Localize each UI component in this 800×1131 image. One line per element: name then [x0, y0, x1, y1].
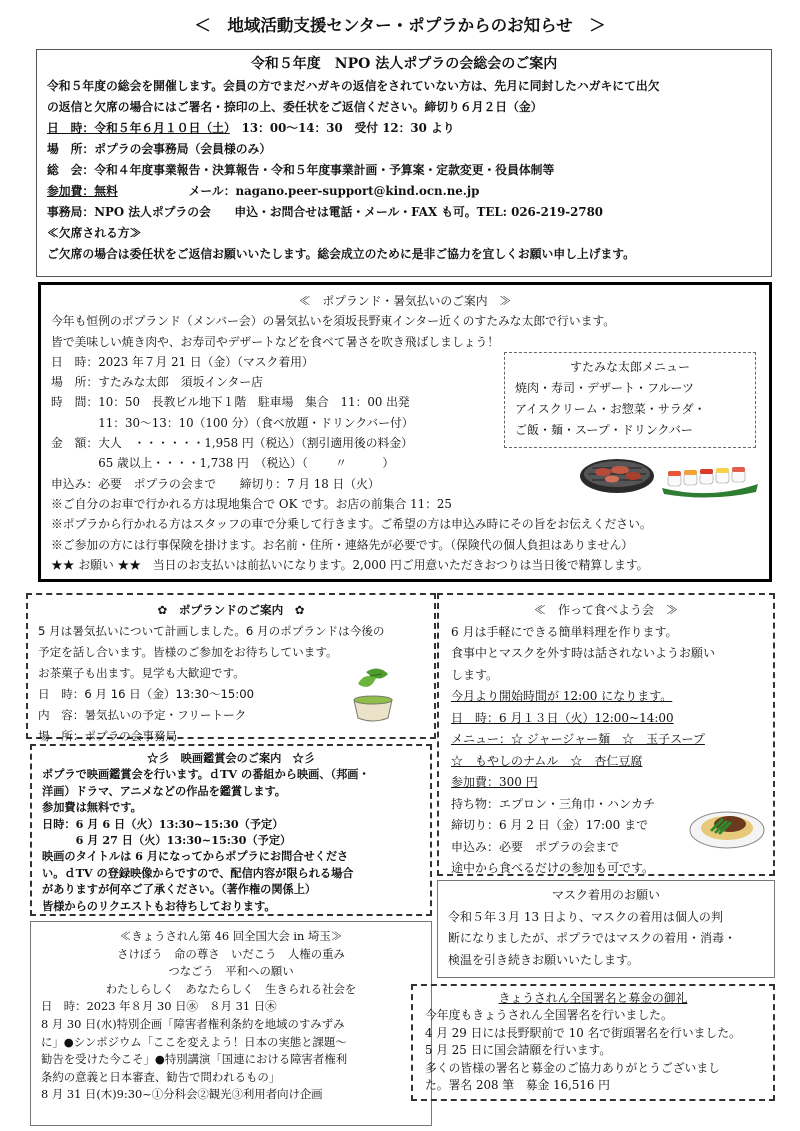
convention-line: 8 月 31 日(木)9:30~①分科会②観光③利用者向け企画	[41, 1087, 323, 1102]
menu-title: すたみな太郎メニュー	[569, 360, 690, 374]
convention-line: に」●シンポジウム「ここを変えよう！日本の実態と課題～	[41, 1034, 347, 1049]
summer-party-title: ≪ ポプランド・暑気払いのご案内 ≫	[298, 294, 512, 308]
summer-party-line: ★★ お願い ★★ 当日のお支払いは前払いになります。2,000 円ご用意いただきおつりは当日後で精算します。	[51, 557, 649, 572]
cooking-line: 締切り：6 月 2 日（金）17:00 まで	[451, 818, 649, 832]
movie-line: 6 月 27 日（火）13:30~15:30（予定）	[42, 833, 292, 848]
signature-line: 今年度もきょうされん全国署名を行いました。	[425, 1008, 673, 1023]
convention-line: 日 時：2023 年８月 30 日㊌ ８月 31 日㊍	[41, 999, 277, 1014]
summer-party-line: 11：30～13：10（100 分）（食べ放題・ドリンクバー付）	[51, 415, 414, 430]
signature-line: 5 月 25 日に国会請願を行います。	[425, 1043, 612, 1058]
summer-party-line: 場 所：すたみな太郎 須坂インター店	[51, 375, 263, 390]
cooking-line: 食事中とマスクを外す時は話されないようお願い	[451, 646, 716, 660]
grilled-meat-icon	[578, 452, 656, 496]
movie-line: がありますが何卒ご了承ください。（著作権の関係上）	[42, 882, 317, 897]
cooking-line: 日 時：6 月１３日（火）12:00~14:00	[451, 710, 674, 725]
summer-party-line: 65 歳以上・・・・1,738 円 （税込）（ 〃 ）	[51, 456, 395, 471]
page-title: ＜ 地域活動支援センター・ポプラからのお知らせ ＞	[194, 16, 606, 35]
movie-title: ☆彡 映画鑑賞会のご案内 ☆彡	[147, 751, 315, 765]
general-meeting-place: 場 所：ポプラの会事務局（会員様のみ）	[47, 142, 272, 156]
sushi-icon	[660, 458, 760, 500]
movie-line: い。ｄTV の登録映像からですので、配信内容が限られる場合	[42, 865, 354, 880]
convention-title: ≪きょうされん第 46 回全国大会 in 埼玉≫	[119, 929, 343, 943]
menu-line: 焼肉・寿司・デザート・フルーツ	[515, 381, 695, 395]
signature-line: 4 月 29 日には長野駅前で 10 名で街頭署名を行いました。	[425, 1025, 741, 1040]
general-meeting-intro-1: 令和５年度の総会を開催します。会員の方でまだハガキの返信をされていない方は、先月に同封したハガキにて出欠	[47, 79, 660, 93]
mask-title: マスク着用のお願い	[551, 888, 660, 902]
summer-party-line: 皆で美味しい焼き肉や、お寿司やデザートなどを食べて暑さを吹き飛ばしましょう！	[51, 334, 500, 349]
general-meeting-fee: 参加費：無料	[47, 184, 118, 198]
signature-thanks-notice	[411, 984, 775, 1101]
convention-slogan: つなごう 平和への願い	[168, 964, 294, 979]
movie-line: 参加費は無料です。	[42, 800, 142, 815]
popland-title: ✿ ポプランドのご案内 ✿	[157, 603, 305, 617]
convention-slogan: わたしらしく あなたらしく 生きられる社会を	[105, 981, 357, 996]
cooking-line: ☆ もやしのナムル ☆ 杏仁豆腐	[451, 753, 643, 768]
summer-party-line: 金 額：大人 ・・・・・・1,958 円（税込）（割引適用後の料金）	[51, 436, 413, 451]
green-tea-icon	[348, 664, 398, 724]
signature-line: た。署名 208 筆 募金 16,516 円	[425, 1078, 610, 1093]
general-meeting-title: 令和５年度 NPO 法人ポプラの会総会のご案内	[250, 56, 558, 72]
general-meeting-absent-heading: ≪欠席される方≫	[47, 226, 142, 240]
general-meeting-time: 13：00～14：30 受付 12：30 より	[229, 121, 455, 135]
cooking-line: メニュー：☆ ジャージャー麺 ☆ 玉子スープ	[451, 732, 705, 746]
general-meeting-notice	[36, 49, 772, 277]
convention-slogan: さけぼう 命の尊さ いだこう 人権の重み	[117, 946, 345, 961]
popland-line: 5 月は暑気払いについて計画しました。6 月のポプランドは今後の	[38, 624, 385, 638]
summer-party-line: ※ご参加の方には行事保険を掛けます。お名前・住所・連絡先が必要です。（保険代の個人負担はありません）	[51, 537, 634, 552]
signature-line: 多くの皆様の署名と募金のご協力ありがとうございまし	[425, 1060, 720, 1075]
mask-line: 検温を引き続きお願いいたします。	[448, 952, 640, 967]
cooking-line: 申込み：必要 ポプラの会まで	[451, 839, 620, 854]
popland-line: 予定を話し合います。皆様のご参加をお待ちしています。	[38, 645, 338, 659]
convention-notice	[30, 921, 432, 1126]
movie-line: 洋画）ドラマ、アニメなどの作品を鑑賞します。	[42, 783, 286, 798]
general-meeting-absent-text: ご欠席の場合は委任状をご返信お願いいたします。総会成立のために是非ご協力を宜しくお願い申し上げます。	[47, 247, 635, 261]
general-meeting-intro-2: の返信と欠席の場合にはご署名・捺印の上、委任状をご返信ください。締切り６月２日（金）	[47, 100, 543, 114]
summer-party-line: ※ご自分のお車で行かれる方は現地集合で OK です。お店の前集合 11：25	[51, 496, 452, 511]
cooking-line: します。	[451, 667, 499, 682]
cooking-line: 6 月は手軽にできる簡単料理を作ります。	[451, 624, 678, 639]
summer-party-line: 日 時：2023 年７月 21 日（金）（マスク着用）	[51, 354, 314, 369]
general-meeting-date: 日 時：令和５年６月１０日（土）	[47, 121, 230, 135]
general-meeting-office: 事務局：NPO 法人ポプラの会 申込・お問合せは電話・メール・FAX も可。TEL: 026-219-2780	[47, 205, 604, 219]
convention-line: 条約の意義と日本審査、勧告で問われるもの」	[41, 1069, 281, 1084]
movie-line: ポプラで映画鑑賞会を行います。ｄTV の番組から映画、（邦画・	[42, 767, 370, 782]
mask-notice	[437, 880, 775, 978]
cooking-line: 持ち物：エプロン・三角巾・ハンカチ	[451, 796, 656, 811]
convention-line: 8 月 30 日(水)特別企画「障害者権利条約を地域のすみずみ	[41, 1016, 345, 1031]
popland-line: 日 時：6 月 16 日（金）13:30～15:00	[38, 687, 254, 701]
signature-title: きょうされん全国署名と募金の御礼	[498, 991, 688, 1005]
movie-line: 映画のタイトルは 6 月になってからポプラにお問合せくださ	[42, 849, 349, 864]
cooking-line: 今月より開始時間が 12:00 になります。	[451, 689, 673, 703]
summer-party-line: 今年も恒例のポプランド（メンバー会）の暑気払いを須坂長野東インター近くのすたみな太郎で行います。	[51, 314, 616, 329]
popland-line: 内 容：暑気払いの予定・フリートーク	[38, 708, 247, 722]
movie-line: 日時：6 月 6 日（火）13:30~15:30（予定）	[42, 816, 284, 831]
menu-line: アイスクリーム・お惣菜・サラダ・	[515, 402, 706, 416]
cooking-line: 参加費：300 円	[451, 775, 538, 789]
restaurant-menu-box	[504, 352, 756, 448]
mask-line: 断になりましたが、ポプラではマスクの着用・消毒・	[448, 931, 737, 945]
jajangmyeon-icon	[688, 800, 766, 852]
cooking-line: 途中から食べるだけの参加も可です。	[451, 861, 655, 875]
mask-line: 令和５年３月 13 日より、マスクの着用は個人の判	[448, 909, 723, 924]
summer-party-line: 申込み：必要 ポプラの会まで 締切り：7 月 18 日（火）	[51, 476, 380, 491]
popland-line: お茶菓子も出ます。見学も大歓迎です。	[38, 666, 245, 680]
convention-line: 勧告を受けた今こそ」●特別講演「国連における障害者権利	[41, 1052, 348, 1067]
movie-line: 皆様からのリクエストもお待ちしております。	[42, 898, 276, 913]
cooking-title: ≪ 作って食べよう会 ≫	[533, 603, 678, 617]
summer-party-line: ※ポプラから行かれる方はスタッフの車で分乗して行きます。ご希望の方は申込み時にその旨をお伝えください。	[51, 517, 652, 532]
summer-party-line: 時 間：10：50 長教ビル地下１階 駐車場 集合 11：00 出発	[51, 395, 410, 410]
general-meeting-agenda: 総 会：令和４年度事業報告・決算報告・令和５年度事業計画・予算案・定款変更・役員体制等	[47, 163, 555, 177]
popland-line: 場 所：ポプラの会事務局	[38, 729, 178, 743]
menu-line: ご飯・麺・スープ・ドリンクバー	[515, 423, 693, 437]
movie-notice	[30, 744, 432, 916]
general-meeting-email: メール：nagano.peer-support@kind.ocn.ne.jp	[117, 184, 480, 198]
